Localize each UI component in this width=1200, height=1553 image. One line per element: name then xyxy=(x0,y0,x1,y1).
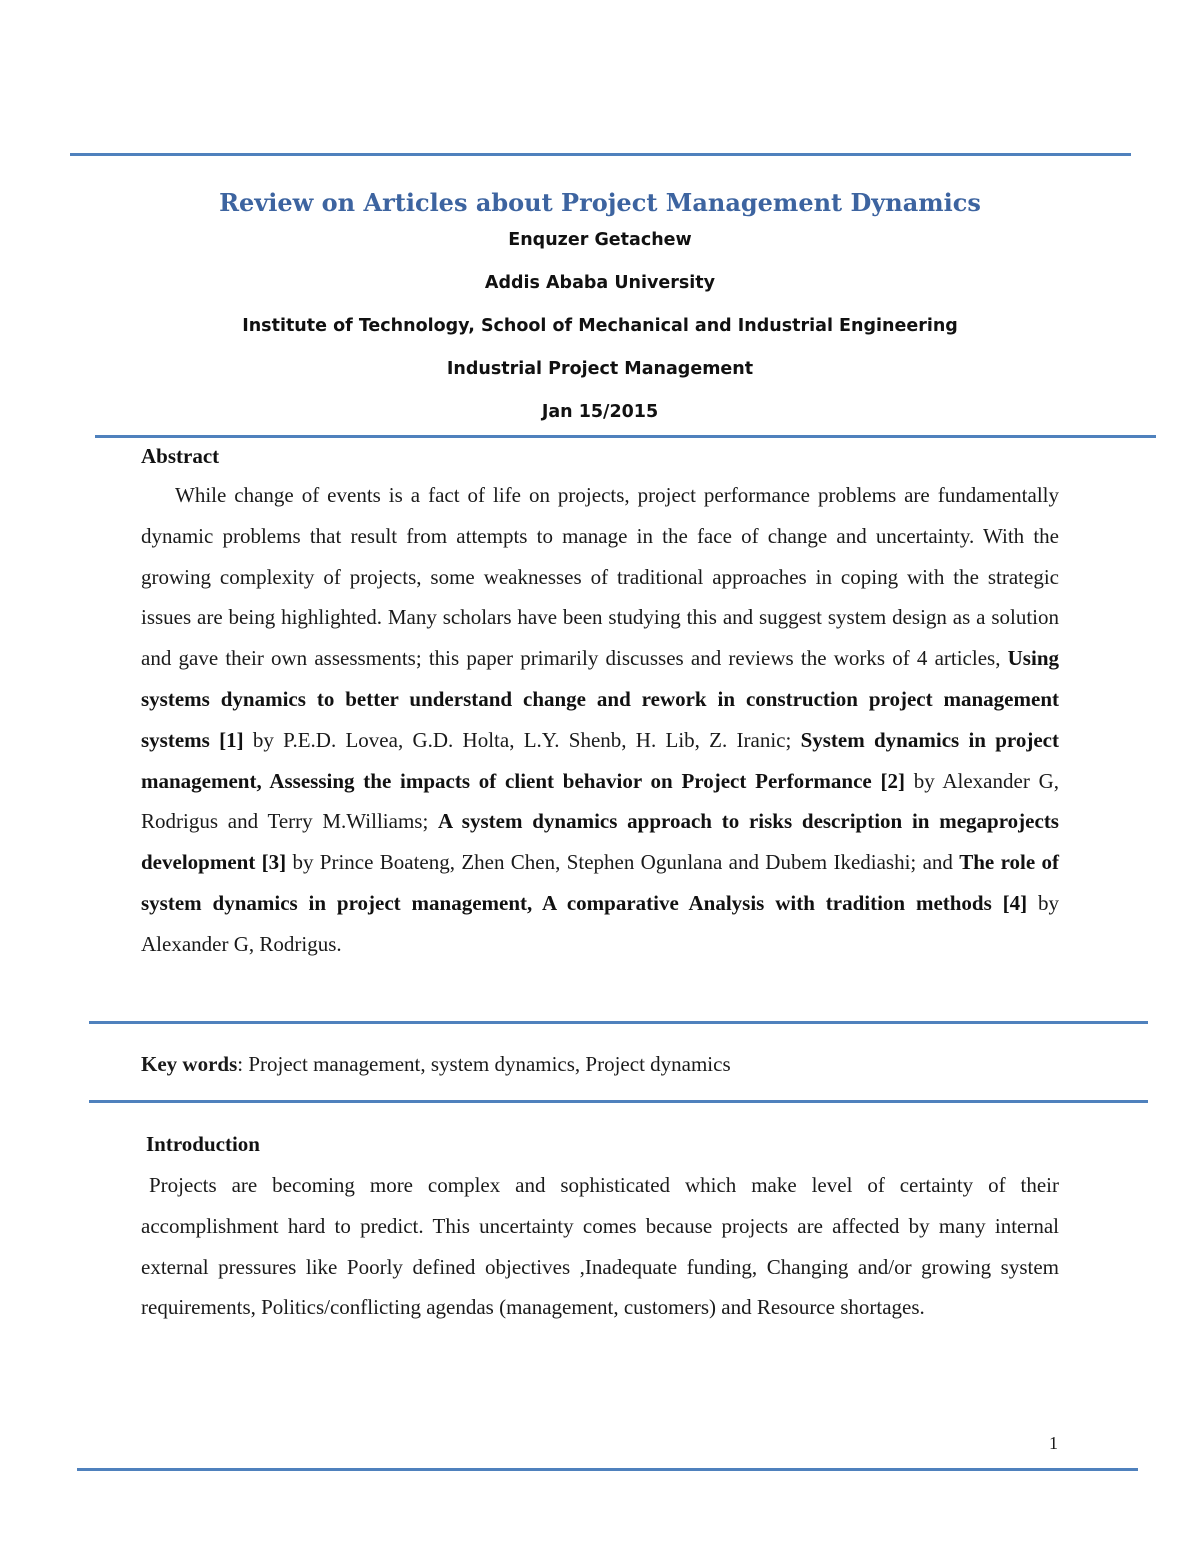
article-4-title: The role of system dynamics in project management, A comparative Analysis with tradition methods [4] xyxy=(141,850,1059,915)
introduction-paragraph: Projects are becoming more complex and sophisticated which make level of certainty of their accomplishment hard to predict. This uncertainty comes because projects are affected by many internal external pressures like Poorly defined objectives ,Inadequate funding, Changing and/or growing system requirements, Politics/conflicting agendas (management, customers) and Resource shortages. xyxy=(141,1173,1059,1320)
article-4-authors: by Alexander G, Rodrigus. xyxy=(141,890,1060,956)
article-2-title: System dynamics in project management, Assessing the impacts of client behavior on Project Performance [2] xyxy=(141,727,1059,793)
paper-title: Review on Articles about Project Management Dynamics xyxy=(219,188,981,217)
introduction-heading: Introduction xyxy=(146,1132,260,1156)
paper-date: Jan 15/2015 xyxy=(541,402,659,422)
university: Addis Ababa University xyxy=(484,273,716,293)
page-number: 1 xyxy=(1049,1433,1058,1453)
article-3-title: A system dynamics approach to risks description in megaprojects development [3] xyxy=(141,809,1059,875)
article-1-authors: by P.E.D. Lovea, G.D. Holta, L.Y. Shenb, H. Lib, Z. Iranic; xyxy=(243,727,801,752)
header-divider xyxy=(95,435,1156,438)
keywords-text: : Project management, system dynamics, Project dynamics xyxy=(237,1052,731,1076)
author-name: Enquzer Getachew xyxy=(508,230,692,250)
keywords-line xyxy=(141,1052,731,1077)
keywords-label: Key words xyxy=(141,1052,238,1076)
institute: Institute of Technology, School of Mechanical and Industrial Engineering xyxy=(242,316,958,336)
course-name: Industrial Project Management xyxy=(446,359,754,379)
article-3-authors: by Prince Boateng, Zhen Chen, Stephen Ogunlana and Dubem Ikediashi; and xyxy=(286,850,960,875)
abstract-heading: Abstract xyxy=(141,444,220,468)
footer-rule xyxy=(77,1468,1138,1471)
abstract-divider xyxy=(89,1021,1148,1024)
abstract-paragraph xyxy=(141,475,1059,965)
article-1-title: Using systems dynamics to better understand change and rework in construction project management systems [1] xyxy=(141,646,1059,752)
top-rule xyxy=(70,153,1131,156)
keywords-divider xyxy=(89,1100,1148,1103)
abstract-text: While change of events is a fact of life on projects, project performance problems are fundamentally dynamic problems that result from attempts to manage in the face of change and uncertainty. With the growing complexity of projects, some weaknesses of traditional approaches in coping with the strategic issues are being highlighted. Many scholars have been studying this and suggest system design as a solution and gave their own assessments; this paper primarily discusses and reviews the works of 4 articles, xyxy=(141,483,1059,671)
article-2-authors: by Alexander G, Rodrigus and Terry M.Williams; xyxy=(141,768,1059,834)
